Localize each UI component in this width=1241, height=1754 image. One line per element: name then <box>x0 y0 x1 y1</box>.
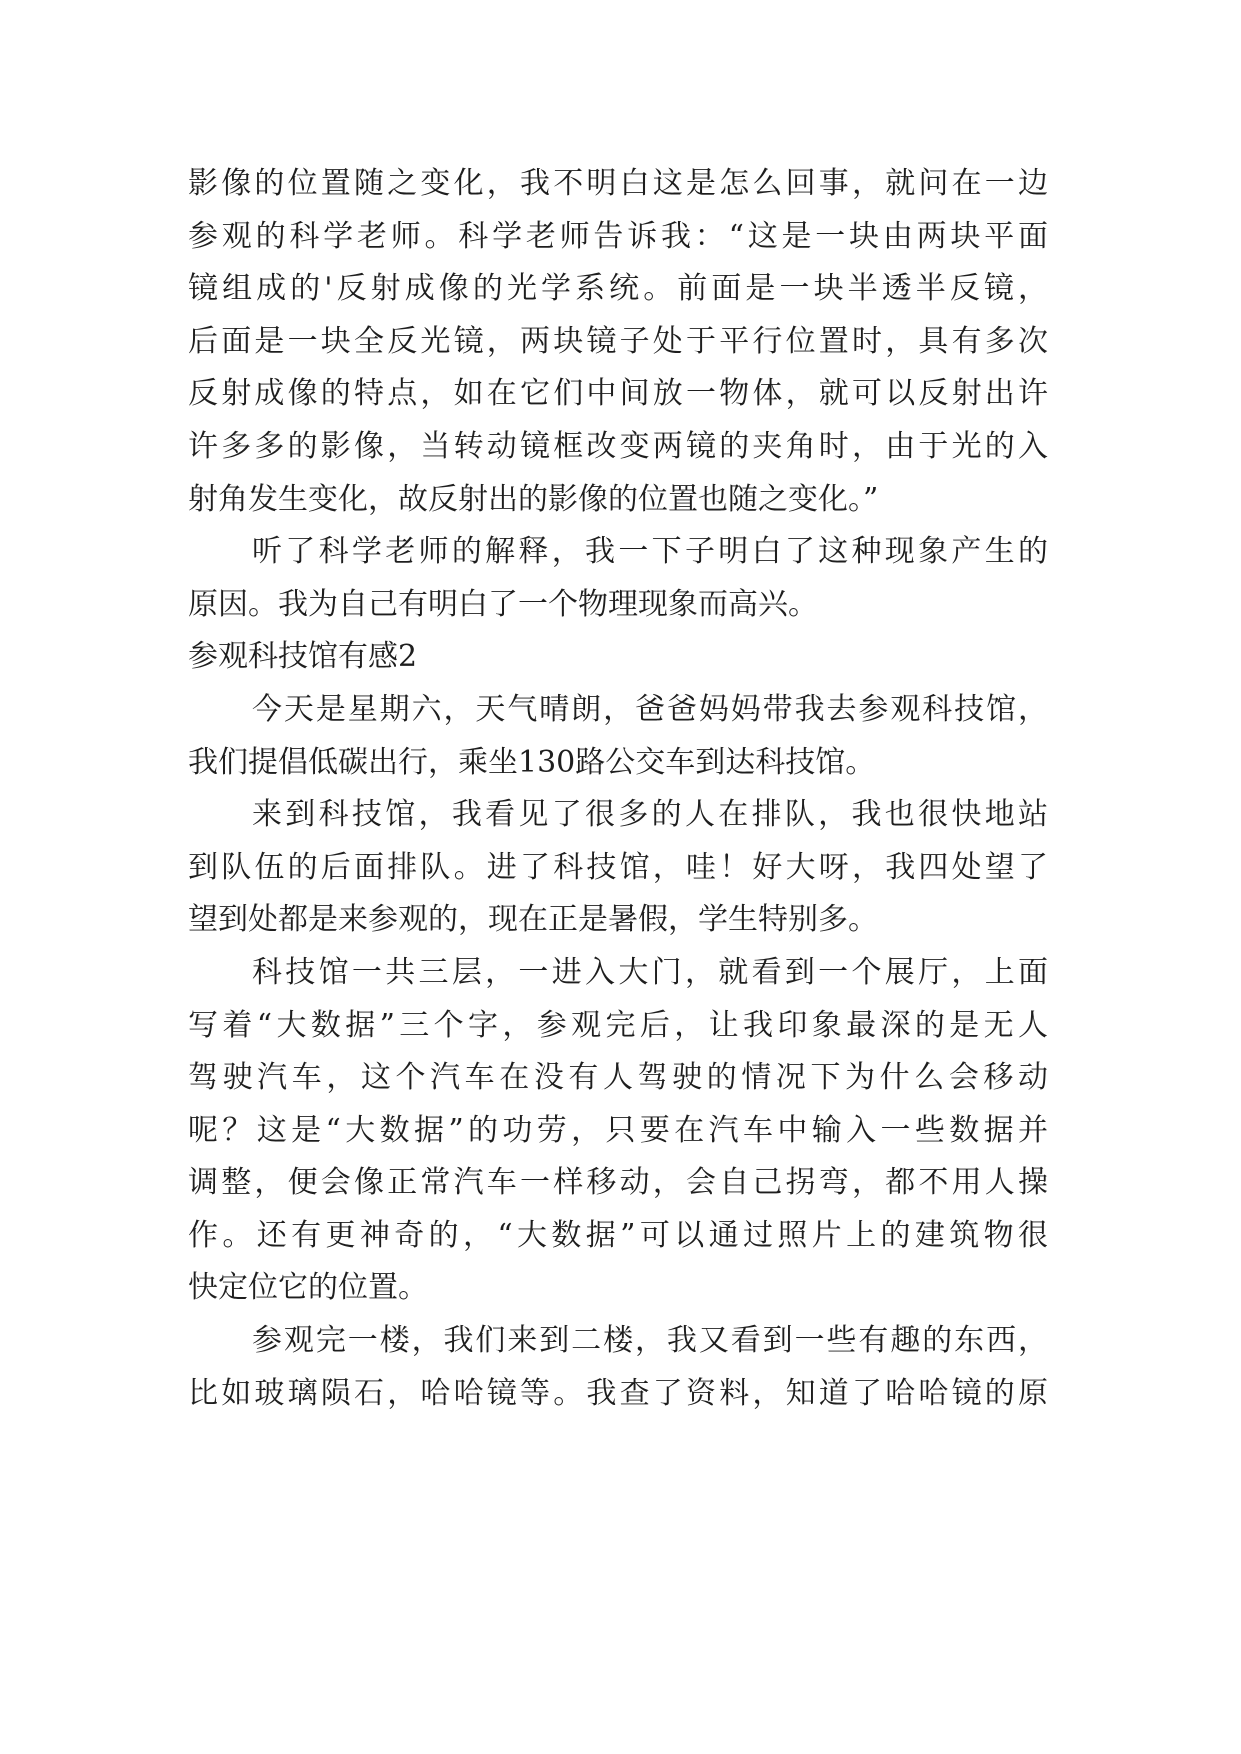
body-text <box>188 158 1048 1420</box>
paragraph-start-line: 听了科学老师的解释，我一下子明白了这种现象产生的 <box>252 534 1048 570</box>
text-line: 呢？这是“大数据”的功劳，只要在汽车中输入一些数据并 <box>188 1112 1048 1148</box>
text-line: 原因。我为自己有明白了一个物理现象而高兴。 <box>188 586 818 622</box>
paragraph-start-line: 参观完一楼，我们来到二楼，我又看到一些有趣的东西， <box>252 1323 1048 1359</box>
text-line: 镜组成的'反射成像的光学系统。前面是一块半透半反镜， <box>188 271 1048 307</box>
paragraph-start-line: 科技馆一共三层，一进入大门，就看到一个展厅，上面 <box>252 954 1048 990</box>
text-line: 快定位它的位置。 <box>188 1270 428 1306</box>
text-line: 写着“大数据”三个字，参观完后，让我印象最深的是无人 <box>188 1007 1048 1043</box>
text-line: 后面是一块全反光镜，两块镜子处于平行位置时，具有多次 <box>188 323 1048 359</box>
text-line: 影像的位置随之变化，我不明白这是怎么回事，就问在一边 <box>188 166 1048 201</box>
paragraph-start-line: 来到科技馆，我看见了很多的人在排队，我也很快地站 <box>252 797 1048 833</box>
text-line: 望到处都是来参观的，现在正是暑假，学生特别多。 <box>188 902 878 938</box>
text-line: 参观的科学老师。科学老师告诉我：“这是一块由两块平面 <box>188 218 1048 254</box>
text-line: 比如玻璃陨石，哈哈镜等。我查了资料，知道了哈哈镜的原 <box>188 1375 1048 1411</box>
text-line: 我们提倡低碳出行，乘坐130路公交车到达科技馆。 <box>188 744 876 780</box>
text-line: 许多多的影像，当转动镜框改变两镜的夹角时，由于光的入 <box>188 428 1048 464</box>
paragraph-start-line: 今天是星期六，天气晴朗，爸爸妈妈带我去参观科技馆， <box>252 691 1048 727</box>
text-line: 到队伍的后面排队。进了科技馆，哇！好大呀，我四处望了 <box>188 849 1048 885</box>
section-heading: 参观科技馆有感2 <box>188 639 418 675</box>
text-line: 调整，便会像正常汽车一样移动，会自己拐弯，都不用人操 <box>188 1165 1048 1201</box>
text-line: 反射成像的特点，如在它们中间放一物体，就可以反射出许 <box>188 376 1048 412</box>
text-line: 射角发生变化，故反射出的影像的位置也随之变化。” <box>188 481 879 517</box>
text-line: 驾驶汽车，这个汽车在没有人驾驶的情况下为什么会移动 <box>188 1060 1048 1096</box>
text-line: 作。还有更神奇的，“大数据”可以通过照片上的建筑物很 <box>188 1217 1048 1253</box>
